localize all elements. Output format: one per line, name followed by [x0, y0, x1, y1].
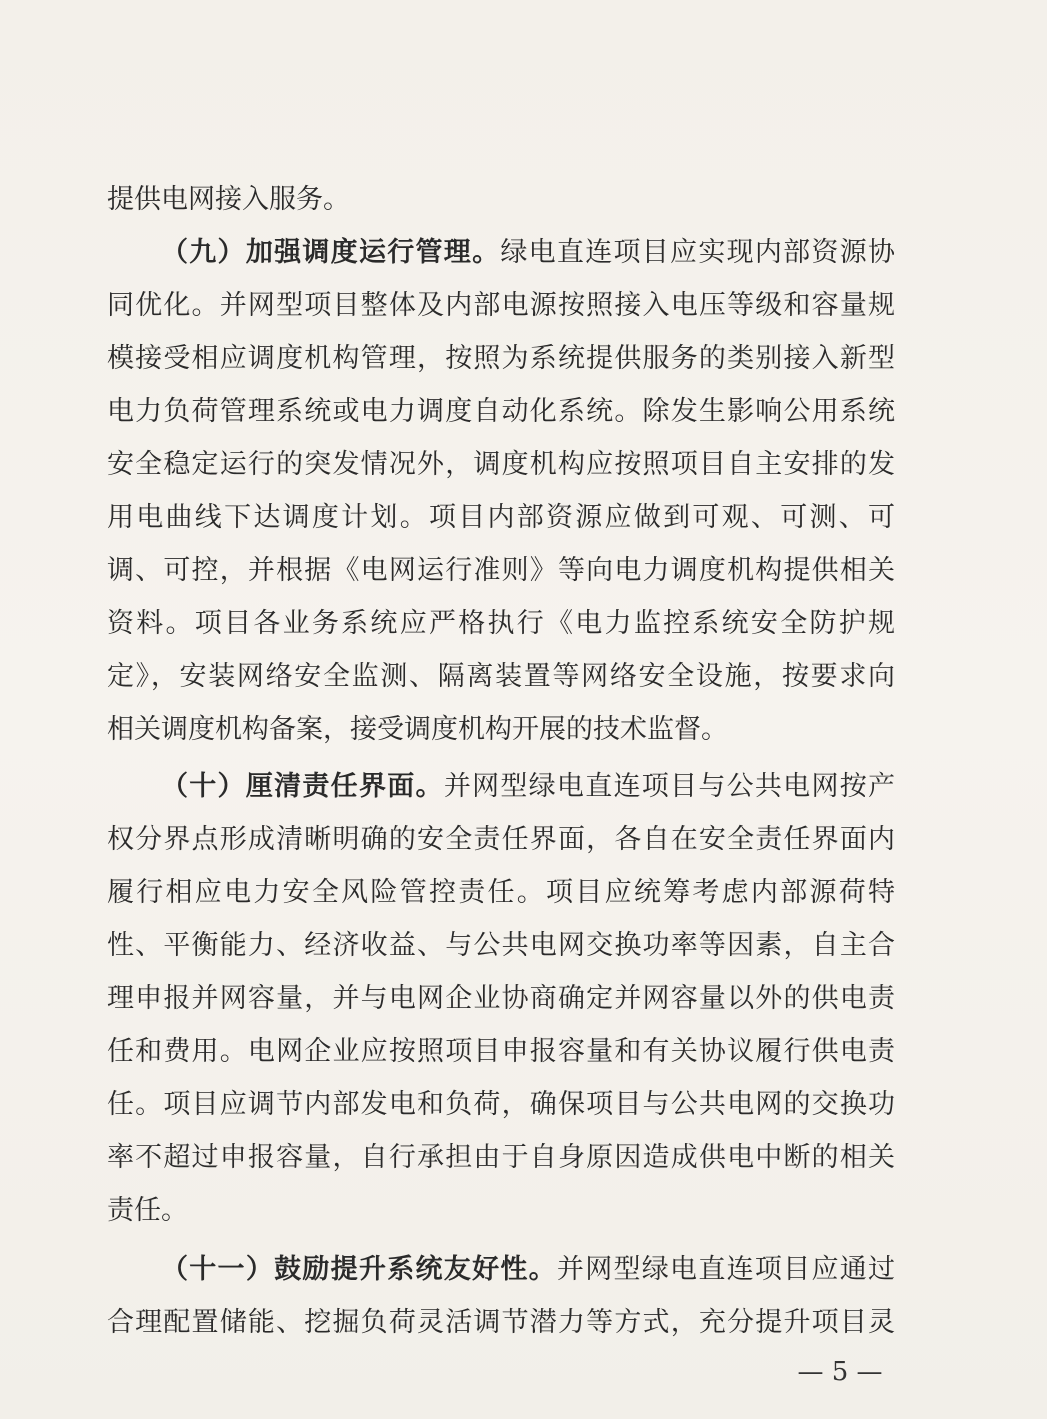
text-line: 安全稳定运行的突发情况外，调度机构应按照项目自主安排的发	[107, 449, 895, 480]
section-heading-10: （十）厘清责任界面。	[161, 771, 444, 802]
text-line: 提供电网接入服务。	[107, 184, 350, 215]
text-line: 调、可控，并根据《电网运行准则》等向电力调度机构提供相关	[107, 555, 895, 586]
text-line: 理申报并网容量，并与电网企业协商确定并网容量以外的供电责	[107, 983, 895, 1014]
text-line: 率不超过申报容量，自行承担由于自身原因造成供电中断的相关	[107, 1142, 895, 1173]
text-line: 履行相应电力安全风险管控责任。项目应统筹考虑内部源荷特	[107, 877, 895, 908]
text-line: 权分界点形成清晰明确的安全责任界面，各自在安全责任界面内	[107, 824, 895, 855]
paragraph-9-first-line: （九）加强调度运行管理。绿电直连项目应实现内部资源协	[161, 237, 895, 268]
text-line: 电力负荷管理系统或电力调度自动化系统。除发生影响公用系统	[107, 396, 895, 427]
text-line: 任和费用。电网企业应按照项目申报容量和有关协议履行供电责	[107, 1036, 895, 1067]
text-line: 同优化。并网型项目整体及内部电源按照接入电压等级和容量规	[107, 290, 895, 321]
text-line: 模接受相应调度机构管理，按照为系统提供服务的类别接入新型	[107, 343, 895, 374]
section-heading-9: （九）加强调度运行管理。	[161, 237, 501, 268]
text-line: 定》，安装网络安全监测、隔离装置等网络安全设施，按要求向	[107, 661, 895, 692]
text-line: 合理配置储能、挖掘负荷灵活调节潜力等方式，充分提升项目灵	[107, 1307, 895, 1338]
text-line: 用电曲线下达调度计划。项目内部资源应做到可观、可测、可	[107, 502, 895, 533]
paragraph-10-first-line: （十）厘清责任界面。并网型绿电直连项目与公共电网按产	[161, 771, 895, 802]
page-number: — 5 —	[797, 1357, 883, 1387]
text-line: 责任。	[107, 1195, 188, 1226]
section-heading-11: （十一）鼓励提升系统友好性。	[161, 1254, 557, 1285]
text-line: 相关调度机构备案，接受调度机构开展的技术监督。	[107, 714, 728, 745]
text-line: 资料。项目各业务系统应严格执行《电力监控系统安全防护规	[107, 608, 895, 639]
text-line: 任。项目应调节内部发电和负荷，确保项目与公共电网的交换功	[107, 1089, 895, 1120]
paragraph-11-first-line: （十一）鼓励提升系统友好性。并网型绿电直连项目应通过	[161, 1254, 895, 1285]
text-line: 性、平衡能力、经济收益、与公共电网交换功率等因素，自主合	[107, 930, 895, 961]
